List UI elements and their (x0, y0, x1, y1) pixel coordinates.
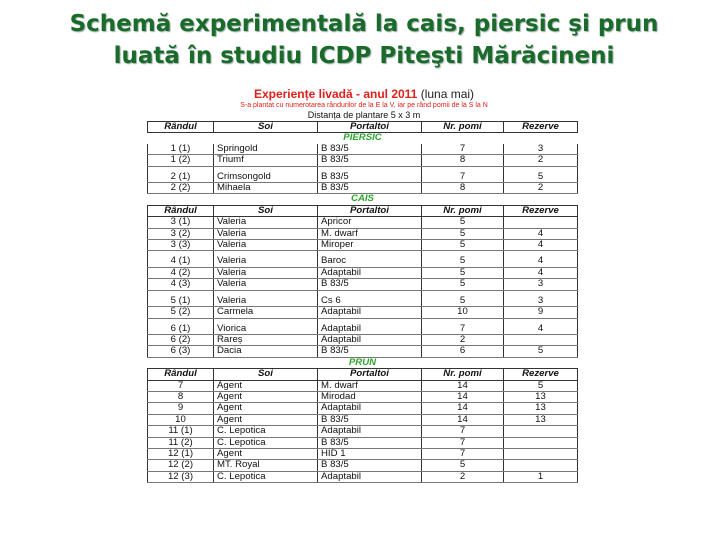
table-cell: 5 (504, 380, 578, 391)
table-cell (504, 460, 578, 471)
table-row (148, 403, 578, 414)
table-cell: Valeria (214, 240, 318, 251)
section-label: PRUN (348, 357, 377, 368)
table-cell: Mirodad (318, 391, 422, 402)
table-cell: 3 (504, 144, 578, 155)
experiment-table (147, 121, 578, 483)
column-header: Portaltoi (318, 122, 422, 133)
table-cell: 7 (422, 448, 504, 459)
table-cell: B 83/5 (318, 155, 422, 166)
table-cell: 5 (422, 267, 504, 278)
document-title (144, 88, 584, 101)
table-cell: 4 (3) (148, 279, 214, 290)
table-cell: Triumf (214, 155, 318, 166)
slide-title-line-1: Schemă experimentală la cais, piersic şi prun (69, 11, 659, 37)
table-row (148, 279, 578, 290)
table-cell: Mihaela (214, 183, 318, 194)
table-row (148, 460, 578, 471)
table-cell: Baroc (318, 256, 422, 267)
column-header: Rândul (148, 369, 214, 380)
table-row (148, 324, 578, 335)
table-cell: 13 (504, 391, 578, 402)
table-cell (504, 334, 578, 345)
table-cell: C. Lepotica (214, 471, 318, 482)
table-cell: 14 (422, 414, 504, 425)
table-row (148, 334, 578, 345)
table-cell: Dacia (214, 346, 318, 357)
table-cell: B 83/5 (318, 279, 422, 290)
table-cell: 2 (504, 183, 578, 194)
table-cell: Valeria (214, 279, 318, 290)
table-cell: 8 (422, 183, 504, 194)
table-cell: HID 1 (318, 448, 422, 459)
table-row (148, 144, 578, 155)
table-cell: 7 (422, 324, 504, 335)
slide-title (0, 8, 728, 72)
table-cell: 3 (1) (148, 217, 214, 228)
table-cell: 5 (1) (148, 296, 214, 307)
table-cell: 2 (422, 334, 504, 345)
table-cell: B 83/5 (318, 460, 422, 471)
table-cell: 5 (2) (148, 307, 214, 318)
table-cell: 8 (148, 391, 214, 402)
table-cell: 5 (504, 172, 578, 183)
table-cell (504, 437, 578, 448)
table-cell: Miroper (318, 240, 422, 251)
table-cell: Agent (214, 391, 318, 402)
table-cell: B 83/5 (318, 183, 422, 194)
table-header-row (148, 122, 578, 133)
planting-spacing: Distanța de plantare 5 x 3 m (307, 110, 421, 120)
table-cell: Agent (214, 414, 318, 425)
table-cell: Crimsongold (214, 172, 318, 183)
table-cell: 3 (2) (148, 228, 214, 239)
table-cell: Valeria (214, 267, 318, 278)
table-cell: B 83/5 (318, 414, 422, 425)
column-header: Rândul (148, 205, 214, 216)
scanned-document (144, 88, 584, 546)
table-cell: 4 (504, 240, 578, 251)
table-cell: Valeria (214, 228, 318, 239)
table-cell: 6 (3) (148, 346, 214, 357)
table-cell: 7 (422, 426, 504, 437)
table-cell: 5 (422, 240, 504, 251)
table-row (148, 267, 578, 278)
table-cell: 5 (422, 217, 504, 228)
table-cell: Valeria (214, 296, 318, 307)
table-cell: 4 (504, 256, 578, 267)
table-row (148, 296, 578, 307)
table-cell: 9 (148, 403, 214, 414)
table-cell: 13 (504, 403, 578, 414)
table-cell: 6 (2) (148, 334, 214, 345)
column-header: Nr. pomi (422, 369, 504, 380)
column-header: Rezerve (504, 369, 578, 380)
table-cell: 5 (422, 460, 504, 471)
table-cell: 4 (504, 228, 578, 239)
table-cell: Springold (214, 144, 318, 155)
table-row (148, 217, 578, 228)
table-cell: 5 (504, 346, 578, 357)
table-row (148, 183, 578, 194)
table-cell: 4 (2) (148, 267, 214, 278)
table-row (148, 155, 578, 166)
table-row (148, 228, 578, 239)
table-cell: 2 (422, 471, 504, 482)
table-row (148, 414, 578, 425)
table-row (148, 448, 578, 459)
table-cell: 14 (422, 403, 504, 414)
document-title-suffix: (luna mai) (420, 88, 475, 101)
table-cell: Adaptabil (318, 307, 422, 318)
table-cell: 10 (148, 414, 214, 425)
table-cell: 11 (2) (148, 437, 214, 448)
table-cell: Viorica (214, 324, 318, 335)
table-cell: 7 (422, 437, 504, 448)
document-header (144, 88, 584, 121)
table-cell: 5 (422, 279, 504, 290)
column-header: Rândul (148, 122, 214, 133)
table-cell: 4 (504, 267, 578, 278)
column-header: Portaltoi (318, 205, 422, 216)
table-cell: Adaptabil (318, 267, 422, 278)
section-label-row (148, 133, 578, 144)
table-cell: 8 (422, 155, 504, 166)
table-cell: MT. Royal (214, 460, 318, 471)
table-cell (504, 426, 578, 437)
table-cell: 12 (1) (148, 448, 214, 459)
table-cell: 2 (2) (148, 183, 214, 194)
table-cell: 2 (1) (148, 172, 214, 183)
table-cell: 3 (3) (148, 240, 214, 251)
table-cell: Adaptabil (318, 324, 422, 335)
table-row (148, 346, 578, 357)
section-label-row (148, 194, 578, 205)
table-cell: 4 (1) (148, 256, 214, 267)
table-header-row (148, 205, 578, 216)
table-cell: B 83/5 (318, 437, 422, 448)
table-cell: 5 (422, 256, 504, 267)
table-cell: Adaptabil (318, 426, 422, 437)
column-header: Nr. pomi (422, 205, 504, 216)
column-header: Rezerve (504, 205, 578, 216)
section-label-row (148, 357, 578, 368)
table-cell (504, 217, 578, 228)
table-cell: 6 (422, 346, 504, 357)
table-row (148, 307, 578, 318)
column-header: Portaltoi (318, 369, 422, 380)
table-cell: 5 (422, 296, 504, 307)
table-row (148, 426, 578, 437)
table-row (148, 172, 578, 183)
table-cell: 5 (422, 228, 504, 239)
table-cell: B 83/5 (318, 346, 422, 357)
table-cell: Apricor (318, 217, 422, 228)
table-cell: Cs 6 (318, 296, 422, 307)
column-header: Soi (214, 122, 318, 133)
table-cell: 11 (1) (148, 426, 214, 437)
table-cell: 13 (504, 414, 578, 425)
column-header: Rezerve (504, 122, 578, 133)
table-cell: 6 (1) (148, 324, 214, 335)
table-cell: 3 (504, 279, 578, 290)
table-cell: 1 (1) (148, 144, 214, 155)
column-header: Soi (214, 369, 318, 380)
table-cell: 12 (2) (148, 460, 214, 471)
table-cell: M. dwarf (318, 228, 422, 239)
table-cell: C. Lepotica (214, 437, 318, 448)
table-cell: 7 (422, 144, 504, 155)
table-cell: 7 (422, 172, 504, 183)
table-cell: 1 (2) (148, 155, 214, 166)
slide-title-line-2: luată în studiu ICDP Piteşti Mărăcineni (113, 43, 615, 69)
section-label: CAIS (351, 193, 374, 205)
table-cell: Rareș (214, 334, 318, 345)
table-cell: 9 (504, 307, 578, 318)
table-cell: Adaptabil (318, 403, 422, 414)
table-row (148, 240, 578, 251)
column-header: Soi (214, 205, 318, 216)
table-row (148, 380, 578, 391)
table-row (148, 437, 578, 448)
table-cell: Adaptabil (318, 334, 422, 345)
table-cell: 14 (422, 380, 504, 391)
table-cell: 1 (504, 471, 578, 482)
table-cell: B 83/5 (318, 144, 422, 155)
table-cell: Valeria (214, 256, 318, 267)
table-cell: 7 (148, 380, 214, 391)
table-cell: Adaptabil (318, 471, 422, 482)
table-cell: 2 (504, 155, 578, 166)
table-cell: Agent (214, 448, 318, 459)
table-cell: Carmela (214, 307, 318, 318)
table-header-row (148, 369, 578, 380)
table-cell: M. dwarf (318, 380, 422, 391)
table-cell: 4 (504, 324, 578, 335)
section-label: PIERSIC (343, 132, 382, 144)
table-row (148, 471, 578, 482)
table-cell (504, 448, 578, 459)
table-cell: C. Lepotica (214, 426, 318, 437)
table-cell: 14 (422, 391, 504, 402)
table-row (148, 256, 578, 267)
table-cell: 3 (504, 296, 578, 307)
table-cell: 12 (3) (148, 471, 214, 482)
table-cell: Agent (214, 380, 318, 391)
table-cell: Agent (214, 403, 318, 414)
table-row (148, 391, 578, 402)
planting-note: S-a plantat cu numerotarea rândurilor de la E la V, iar pe rând pomii de la S la N (240, 102, 488, 109)
table-cell: 10 (422, 307, 504, 318)
document-title-main: Experiențe livadă - anul 2011 (253, 88, 418, 101)
table-cell: B 83/5 (318, 172, 422, 183)
table-cell: Valeria (214, 217, 318, 228)
column-header: Nr. pomi (422, 122, 504, 133)
